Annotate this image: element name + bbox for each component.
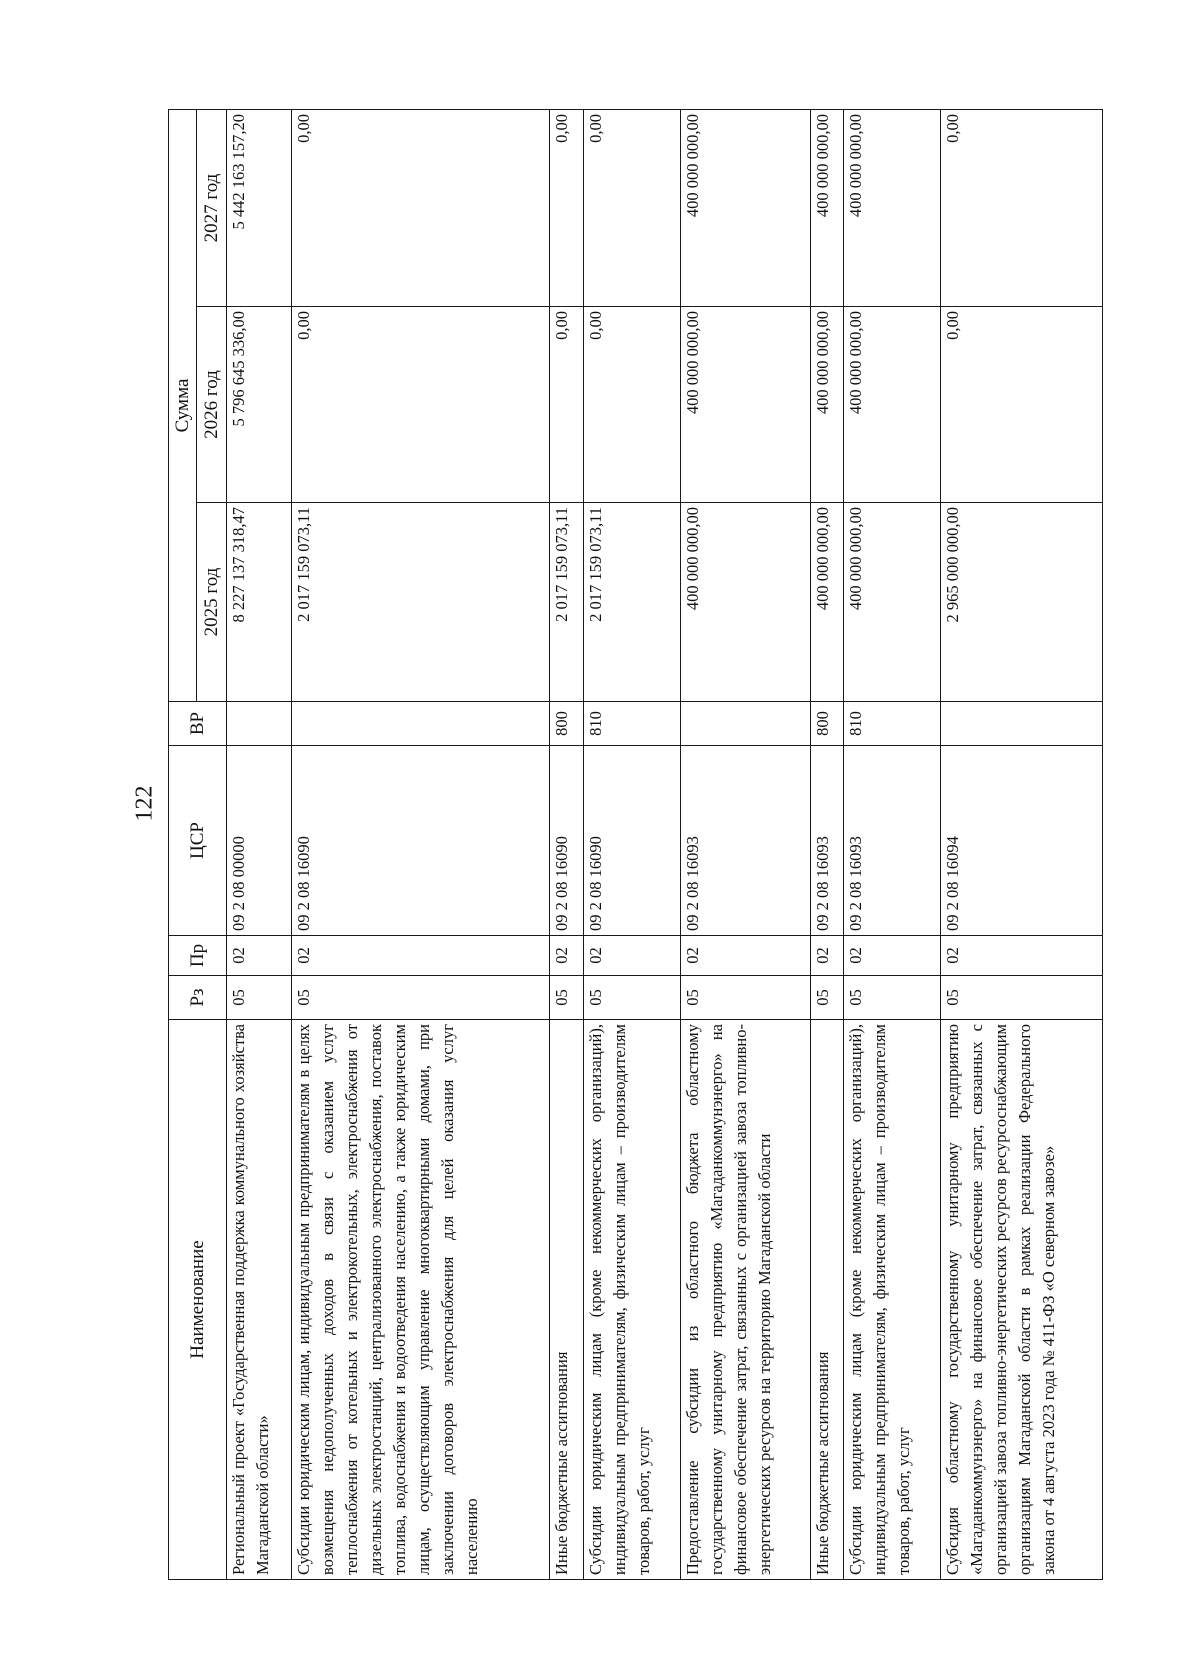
table-row <box>292 110 550 1580</box>
table-row <box>680 110 810 1580</box>
cell-name: Субсидии юридическим лицам, индивидуальным предпринимателям в целях возмещения недополученных доходов в связи с оказанием услуг теплоснабжения от котельных и электрокотельных, электроснабжения от дизельных электростанций, централизованного электроснабжения, поставок топлива, водоснабжения и водоотведения населению, а также юридическим лицам, осуществляющим управление многоквартирными домами, при заключении договоров электроснабжения для целей оказания услуг населению <box>292 1020 550 1580</box>
cell-name: Иные бюджетные ассигнования <box>550 1020 583 1580</box>
cell-y2026: 0,00 <box>583 307 680 503</box>
cell-vr <box>941 702 1103 746</box>
header-vr: ВР <box>169 702 227 746</box>
cell-y2025: 2 017 159 073,11 <box>583 503 680 702</box>
cell-y2026: 0,00 <box>941 307 1103 503</box>
cell-name: Иные бюджетные ассигнования <box>810 1020 843 1580</box>
table-row <box>810 110 843 1580</box>
cell-rz: 05 <box>941 976 1103 1020</box>
cell-pr: 02 <box>680 936 810 976</box>
cell-vr <box>680 702 810 746</box>
cell-rz: 05 <box>550 976 583 1020</box>
cell-y2026: 0,00 <box>550 307 583 503</box>
cell-y2025: 400 000 000,00 <box>810 503 843 702</box>
cell-y2027: 0,00 <box>550 110 583 307</box>
cell-y2026: 5 796 645 336,00 <box>227 307 292 503</box>
cell-name: Региональный проект «Государственная поддержка коммунального хозяйства Магаданской области» <box>227 1020 292 1580</box>
cell-csr: 09 2 08 16090 <box>292 746 550 936</box>
cell-pr: 02 <box>292 936 550 976</box>
table-row <box>941 110 1103 1580</box>
cell-pr: 02 <box>227 936 292 976</box>
cell-rz: 05 <box>810 976 843 1020</box>
cell-y2027: 0,00 <box>941 110 1103 307</box>
table-row <box>583 110 680 1580</box>
cell-y2025: 2 965 000 000,00 <box>941 503 1103 702</box>
cell-y2026: 400 000 000,00 <box>810 307 843 503</box>
header-year-2025: 2025 год <box>197 503 227 702</box>
cell-y2026: 0,00 <box>292 307 550 503</box>
cell-rz: 05 <box>292 976 550 1020</box>
cell-y2025: 8 227 137 318,47 <box>227 503 292 702</box>
cell-csr: 09 2 08 16093 <box>843 746 940 936</box>
cell-vr: 810 <box>583 702 680 746</box>
page-number: 122 <box>131 785 158 822</box>
cell-csr: 09 2 08 00000 <box>227 746 292 936</box>
cell-y2027: 400 000 000,00 <box>810 110 843 307</box>
header-name: Наименование <box>169 1020 227 1580</box>
cell-rz: 05 <box>843 976 940 1020</box>
table-row <box>227 110 292 1580</box>
header-csr: ЦСР <box>169 746 227 936</box>
cell-vr: 800 <box>550 702 583 746</box>
cell-name: Субсидии юридическим лицам (кроме некоммерческих организаций), индивидуальным предпринимателям, физическим лицам – производителям товаров, работ, услуг <box>583 1020 680 1580</box>
cell-vr: 800 <box>810 702 843 746</box>
cell-y2027: 0,00 <box>292 110 550 307</box>
cell-vr <box>292 702 550 746</box>
cell-y2026: 400 000 000,00 <box>680 307 810 503</box>
header-pr: Пр <box>169 936 227 976</box>
header-sum: Сумма <box>169 110 197 702</box>
budget-table <box>168 109 1103 1580</box>
cell-name: Субсидии юридическим лицам (кроме некоммерческих организаций), индивидуальным предпринимателям, физическим лицам – производителям товаров, работ, услуг <box>843 1020 940 1580</box>
cell-y2025: 400 000 000,00 <box>843 503 940 702</box>
cell-name: Субсидия областному государственному унитарному предприятию «Магаданкоммунэнерго» на финансовое обеспечение затрат, связанных с организацией завоза топливно-энергетических ресурсов ресурсоснабжающим организациям Магаданской области в рамках реализации Федерального закона от 4 августа 2023 года № 411-ФЗ «О северном завозе» <box>941 1020 1103 1580</box>
cell-rz: 05 <box>583 976 680 1020</box>
cell-y2025: 400 000 000,00 <box>680 503 810 702</box>
table-row <box>843 110 940 1580</box>
header-rz: Рз <box>169 976 227 1020</box>
cell-rz: 05 <box>227 976 292 1020</box>
cell-y2025: 2 017 159 073,11 <box>292 503 550 702</box>
cell-pr: 02 <box>843 936 940 976</box>
cell-csr: 09 2 08 16094 <box>941 746 1103 936</box>
cell-csr: 09 2 08 16093 <box>810 746 843 936</box>
cell-y2027: 400 000 000,00 <box>680 110 810 307</box>
header-year-2026: 2026 год <box>197 307 227 503</box>
cell-y2025: 2 017 159 073,11 <box>550 503 583 702</box>
cell-y2026: 400 000 000,00 <box>843 307 940 503</box>
header-year-2027: 2027 год <box>197 110 227 307</box>
cell-csr: 09 2 08 16090 <box>550 746 583 936</box>
cell-pr: 02 <box>810 936 843 976</box>
cell-csr: 09 2 08 16090 <box>583 746 680 936</box>
cell-rz: 05 <box>680 976 810 1020</box>
cell-name: Предоставление субсидии из областного бюджета областному государственному унитарному предприятию «Магаданкоммунэнерго» на финансовое обеспечение затрат, связанных с организацией завоза топливно-энергетических ресурсов на территорию Магаданской области <box>680 1020 810 1580</box>
cell-y2027: 400 000 000,00 <box>843 110 940 307</box>
cell-pr: 02 <box>583 936 680 976</box>
cell-vr: 810 <box>843 702 940 746</box>
cell-pr: 02 <box>941 936 1103 976</box>
cell-y2027: 5 442 163 157,20 <box>227 110 292 307</box>
cell-pr: 02 <box>550 936 583 976</box>
budget-table-rotated <box>168 110 1103 1580</box>
cell-vr <box>227 702 292 746</box>
table-row <box>550 110 583 1580</box>
cell-y2027: 0,00 <box>583 110 680 307</box>
cell-csr: 09 2 08 16093 <box>680 746 810 936</box>
